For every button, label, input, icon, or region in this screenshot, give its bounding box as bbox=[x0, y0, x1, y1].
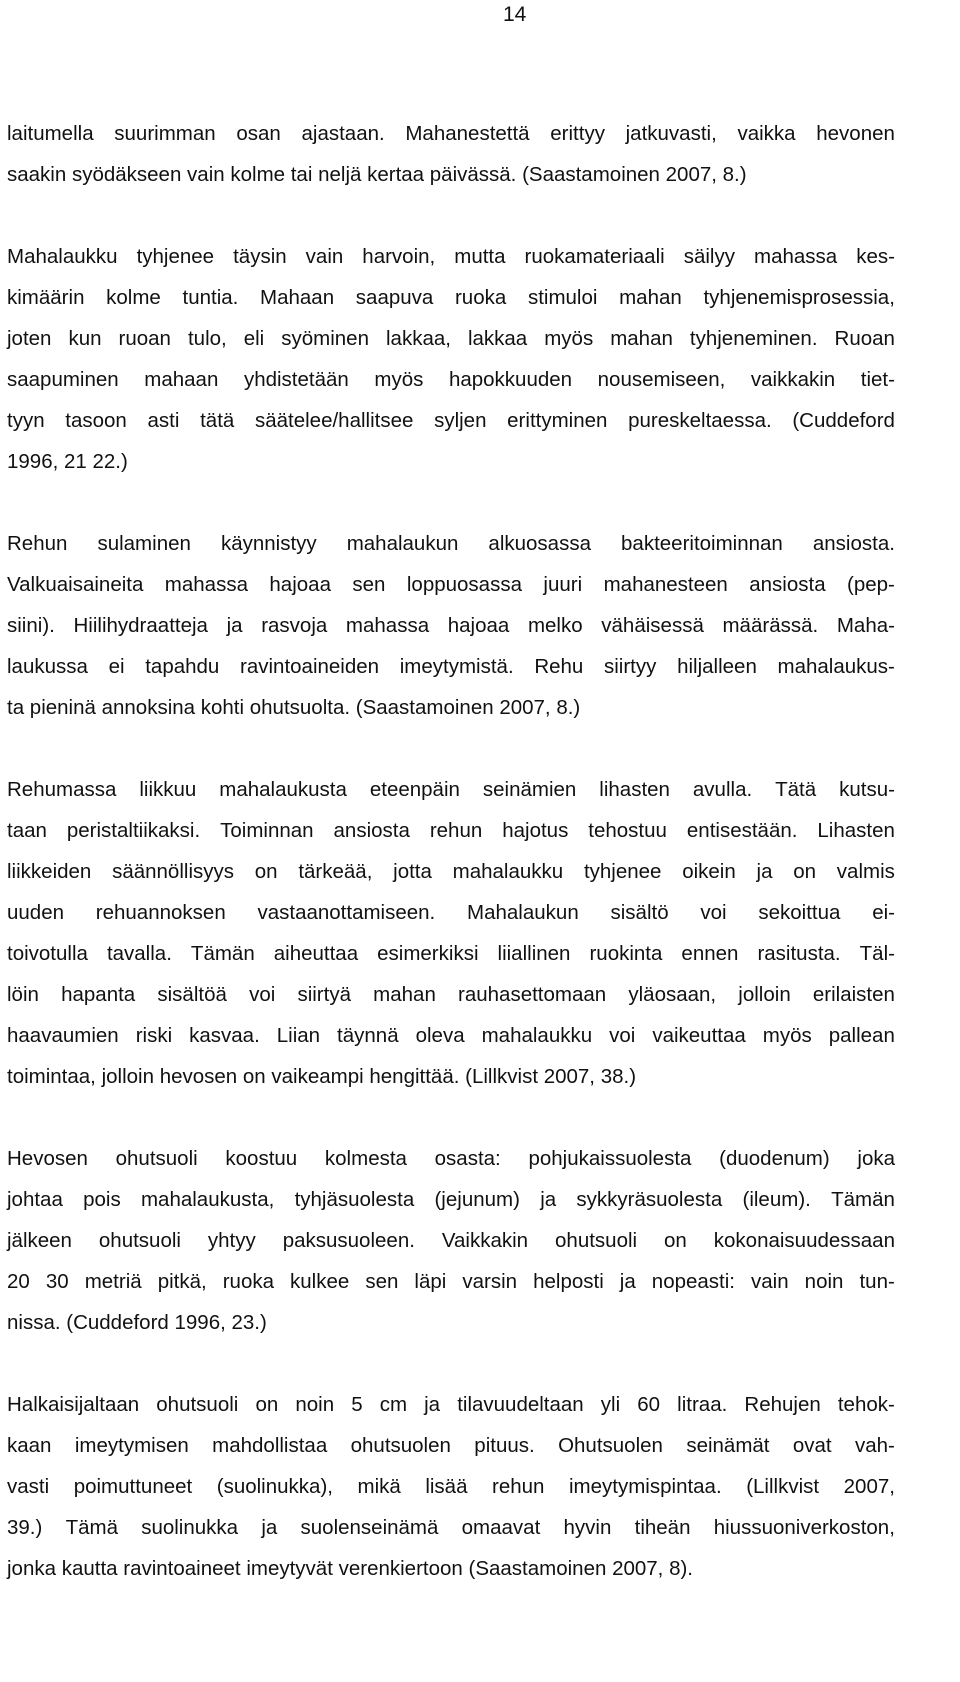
text-line: Mahalaukku tyhjenee täysin vain harvoin, mutta ruokamateriaali säilyy mahassa kes- bbox=[7, 245, 895, 268]
text-line: jälkeen ohutsuoli yhtyy paksusuoleen. Vaikkakin ohutsuoli on kokonaisuudessaan bbox=[7, 1229, 895, 1252]
text-line: jonka kautta ravintoaineet imeytyvät verenkiertoon (Saastamoinen 2007, 8). bbox=[7, 1557, 693, 1580]
text-line: saapuminen mahaan yhdistetään myös hapokkuuden nousemiseen, vaikkakin tiet- bbox=[7, 368, 895, 391]
text-line: 20 30 metriä pitkä, ruoka kulkee sen läpi varsin helposti ja nopeasti: vain noin tun- bbox=[7, 1270, 895, 1293]
document-body bbox=[7, 113, 895, 1589]
paragraph bbox=[7, 769, 895, 1097]
page-number: 14 bbox=[503, 3, 527, 26]
text-line: Rehun sulaminen käynnistyy mahalaukun alkuosassa bakteeritoiminnan ansiosta. bbox=[7, 532, 895, 555]
paragraph-gap bbox=[7, 482, 895, 523]
paragraph-gap bbox=[7, 195, 895, 236]
paragraph bbox=[7, 1384, 895, 1589]
text-line: kaan imeytymisen mahdollistaa ohutsuolen pituus. Ohutsuolen seinämät ovat vah- bbox=[7, 1434, 895, 1457]
text-line: liikkeiden säännöllisyys on tärkeää, jotta mahalaukku tyhjenee oikein ja on valmis bbox=[7, 860, 895, 883]
text-line: 1996, 21 22.) bbox=[7, 450, 128, 473]
text-line: johtaa pois mahalaukusta, tyhjäsuolesta (jejunum) ja sykkyräsuolesta (ileum). Tämän bbox=[7, 1188, 895, 1211]
paragraph bbox=[7, 236, 895, 482]
text-line: löin hapanta sisältöä voi siirtyä mahan rauhasettomaan yläosaan, jolloin erilaisten bbox=[7, 983, 895, 1006]
paragraph bbox=[7, 523, 895, 728]
text-line: Halkaisijaltaan ohutsuoli on noin 5 cm ja tilavuudeltaan yli 60 litraa. Rehujen tehok- bbox=[7, 1393, 895, 1416]
text-line: Valkuaisaineita mahassa hajoaa sen loppuosassa juuri mahanesteen ansiosta (pep- bbox=[7, 573, 895, 596]
text-line: Rehumassa liikkuu mahalaukusta eteenpäin seinämien lihasten avulla. Tätä kutsu- bbox=[7, 778, 895, 801]
text-line: tyyn tasoon asti tätä säätelee/hallitsee syljen erittyminen pureskeltaessa. (Cuddeford bbox=[7, 409, 895, 432]
paragraph bbox=[7, 1138, 895, 1343]
text-line: laukussa ei tapahdu ravintoaineiden imeytymistä. Rehu siirtyy hiljalleen mahalaukus- bbox=[7, 655, 895, 678]
text-line: Hevosen ohutsuoli koostuu kolmesta osasta: pohjukaissuolesta (duodenum) joka bbox=[7, 1147, 895, 1170]
text-line: siini). Hiilihydraatteja ja rasvoja mahassa hajoaa melko vähäisessä määrässä. Maha- bbox=[7, 614, 895, 637]
text-line: toimintaa, jolloin hevosen on vaikeampi hengittää. (Lillkvist 2007, 38.) bbox=[7, 1065, 637, 1088]
paragraph bbox=[7, 113, 895, 195]
text-line: uuden rehuannoksen vastaanottamiseen. Mahalaukun sisältö voi sekoittua ei- bbox=[7, 901, 895, 924]
text-line: toivotulla tavalla. Tämän aiheuttaa esimerkiksi liiallinen ruokinta ennen rasitusta. Täl- bbox=[7, 942, 895, 965]
text-line: 39.) Tämä suolinukka ja suolenseinämä omaavat hyvin tiheän hiussuoniverkoston, bbox=[7, 1516, 895, 1539]
text-line: nissa. (Cuddeford 1996, 23.) bbox=[7, 1311, 267, 1334]
text-line: kimäärin kolme tuntia. Mahaan saapuva ruoka stimuloi mahan tyhjenemisprosessia, bbox=[7, 286, 895, 309]
paragraph-gap bbox=[7, 1097, 895, 1138]
paragraph-gap bbox=[7, 728, 895, 769]
text-line: vasti poimuttuneet (suolinukka), mikä lisää rehun imeytymispintaa. (Lillkvist 2007, bbox=[7, 1475, 895, 1498]
text-line: joten kun ruoan tulo, eli syöminen lakkaa, lakkaa myös mahan tyhjeneminen. Ruoan bbox=[7, 327, 895, 350]
paragraph-gap bbox=[7, 1343, 895, 1384]
text-line: taan peristaltiikaksi. Toiminnan ansiosta rehun hajotus tehostuu entisestään. Lihasten bbox=[7, 819, 895, 842]
text-line: haavaumien riski kasvaa. Liian täynnä oleva mahalaukku voi vaikeuttaa myös pallean bbox=[7, 1024, 895, 1047]
text-line: laitumella suurimman osan ajastaan. Mahanestettä erittyy jatkuvasti, vaikka hevonen bbox=[7, 122, 895, 145]
text-line: saakin syödäkseen vain kolme tai neljä kertaa päivässä. (Saastamoinen 2007, 8.) bbox=[7, 163, 747, 186]
text-line: ta pieninä annoksina kohti ohutsuolta. (Saastamoinen 2007, 8.) bbox=[7, 696, 581, 719]
